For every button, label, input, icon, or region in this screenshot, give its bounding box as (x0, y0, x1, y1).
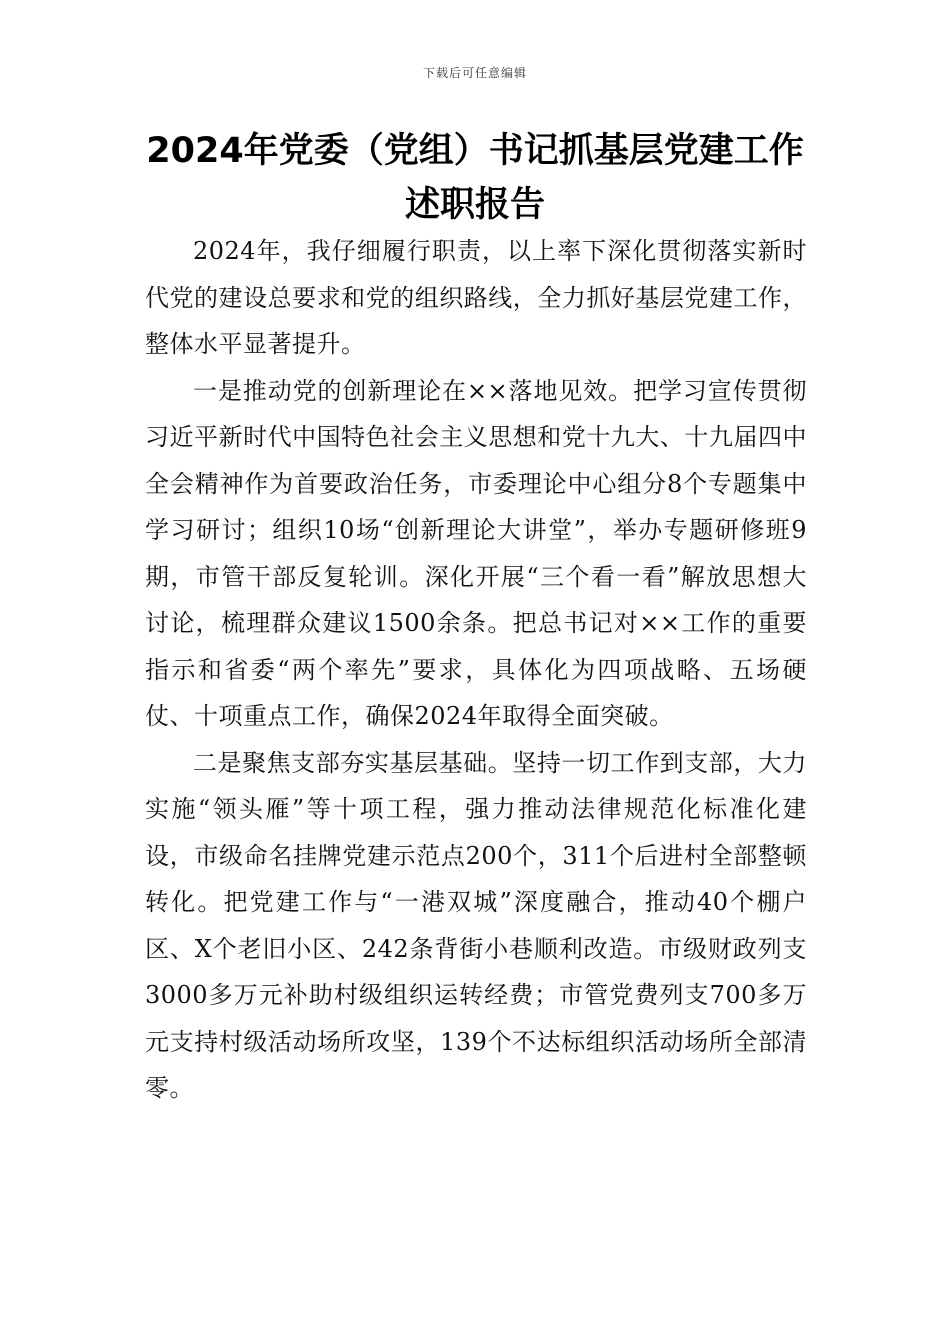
header-note: 下载后可任意编辑 (422, 66, 527, 80)
document-title (90, 124, 860, 232)
title-line-2: 述职报告 (404, 185, 545, 225)
paragraph-intro: 2024年，我仔细履行职责，以上率下深化贯彻落实新时代党的建设总要求和党的组织路线，全力抓好基层党建工作，整体水平显著提升。 (145, 237, 807, 358)
paragraph-theory: 一是推动党的创新理论在××落地见效。把学习宣传贯彻习近平新时代中国特色社会主义思想和党十九大、十九届四中全会精神作为首要政治任务，市委理论中心组分8个专题集中学习研讨；组织10场“创新理论大讲堂”，举办专题研修班9期，市管干部反复轮训。深化开展“三个看一看”解放思想大讨论，梳理群众建议1500余条。把总书记对××工作的重要指示和省委“两个率先”要求，具体化为四项战略、五场硬仗、十项重点工作，确保2024年取得全面突破。 (145, 376, 807, 730)
document-body (145, 228, 807, 1112)
title-line-1: 2024年党委（党组）书记抓基层党建工作 (146, 131, 804, 171)
paragraph-branch: 二是聚焦支部夯实基层基础。坚持一切工作到支部，大力实施“领头雁”等十项工程，强力推动法律规范化标准化建设，市级命名挂牌党建示范点200个，311个后进村全部整顿转化。把党建工作与“一港双城”深度融合，推动40个棚户区、X个老旧小区、242条背街小巷顺利改造。市级财政列支3000多万元补助村级组织运转经费；市管党费列支700多万元支持村级活动场所攻坚，139个不达标组织活动场所全部清零。 (145, 748, 807, 1102)
